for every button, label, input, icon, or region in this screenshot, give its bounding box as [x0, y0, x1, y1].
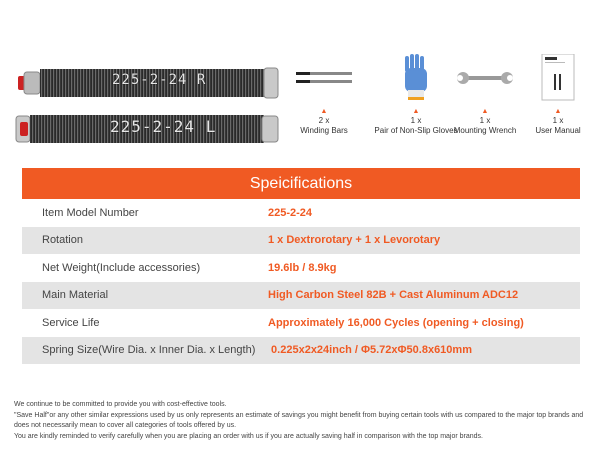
spring-code-right: 225-2-24 R [112, 72, 207, 88]
triangle-marker-icon: ▲ [412, 108, 420, 115]
specifications-table [22, 168, 580, 364]
torsion-spring-right [14, 66, 280, 100]
spec-key: Service Life [42, 316, 100, 329]
accessory-label: Pair of Non-Slip Gloves [374, 126, 458, 135]
accessory-label: Winding Bars [300, 126, 348, 135]
spec-value: 19.6lb / 8.9kg [268, 261, 337, 274]
spec-value: Approximately 16,000 Cycles (opening + closing) [268, 316, 524, 329]
accessory-user-manual [530, 54, 586, 135]
spec-key: Spring Size(Wire Dia. x Inner Dia. x Length) [42, 344, 256, 357]
accessory-gloves [374, 54, 458, 135]
specifications-title: Speicifications [22, 168, 580, 199]
spring-code-left: 225-2-24 L [110, 117, 217, 136]
disclaimer-line: "Save Half"or any other similar expressions used by us only represents an estimate of savings you might benefit from buying certain tools with us compared to the major top brands and does not necessarily mean to cover all categories of tools offered by us. [14, 411, 584, 429]
spec-value: 1 x Dextrorotary + 1 x Levorotary [268, 234, 441, 247]
accessory-label: Mounting Wrench [453, 126, 517, 135]
accessory-wrench [452, 54, 518, 135]
springs-image [14, 62, 280, 154]
wrench-icon [452, 54, 518, 102]
spec-value: 225-2-24 [268, 206, 313, 219]
spec-row [22, 309, 580, 337]
accessory-qty: 1 x [552, 116, 564, 125]
manual-icon [530, 54, 586, 102]
accessory-label: User Manual [535, 126, 581, 135]
spec-value: 0.225x2x24inch / Φ5.72xΦ50.8x610mm [268, 344, 472, 357]
accessory-qty: 1 x [410, 116, 422, 125]
accessory-qty: 1 x [479, 116, 491, 125]
triangle-marker-icon: ▲ [481, 108, 489, 115]
winding-bars-icon [292, 54, 356, 102]
spec-key: Net Weight(Include accessories) [42, 261, 201, 274]
disclaimer [14, 400, 588, 442]
accessory-qty: 2 x [318, 116, 330, 125]
spec-row [22, 337, 580, 365]
spec-value: High Carbon Steel 82B + Cast Aluminum ADC12 [268, 289, 519, 302]
spec-key: Item Model Number [42, 206, 139, 219]
spec-row [22, 227, 580, 255]
spec-key: Main Material [42, 289, 109, 302]
triangle-marker-icon: ▲ [320, 108, 328, 115]
spec-row [22, 254, 580, 282]
spec-row [22, 282, 580, 310]
accessory-winding-bars [292, 54, 356, 135]
triangle-marker-icon: ▲ [554, 108, 562, 115]
disclaimer-line: We continue to be committed to provide you with cost-effective tools. [14, 401, 227, 408]
torsion-spring-left [14, 112, 280, 146]
spec-key: Rotation [42, 234, 83, 247]
gloves-icon [374, 54, 458, 102]
spec-row [22, 199, 580, 227]
disclaimer-line: You are kindly reminded to verify carefully when you are placing an order with us if you are actually saving half in comparison with the top major brands. [14, 432, 483, 440]
